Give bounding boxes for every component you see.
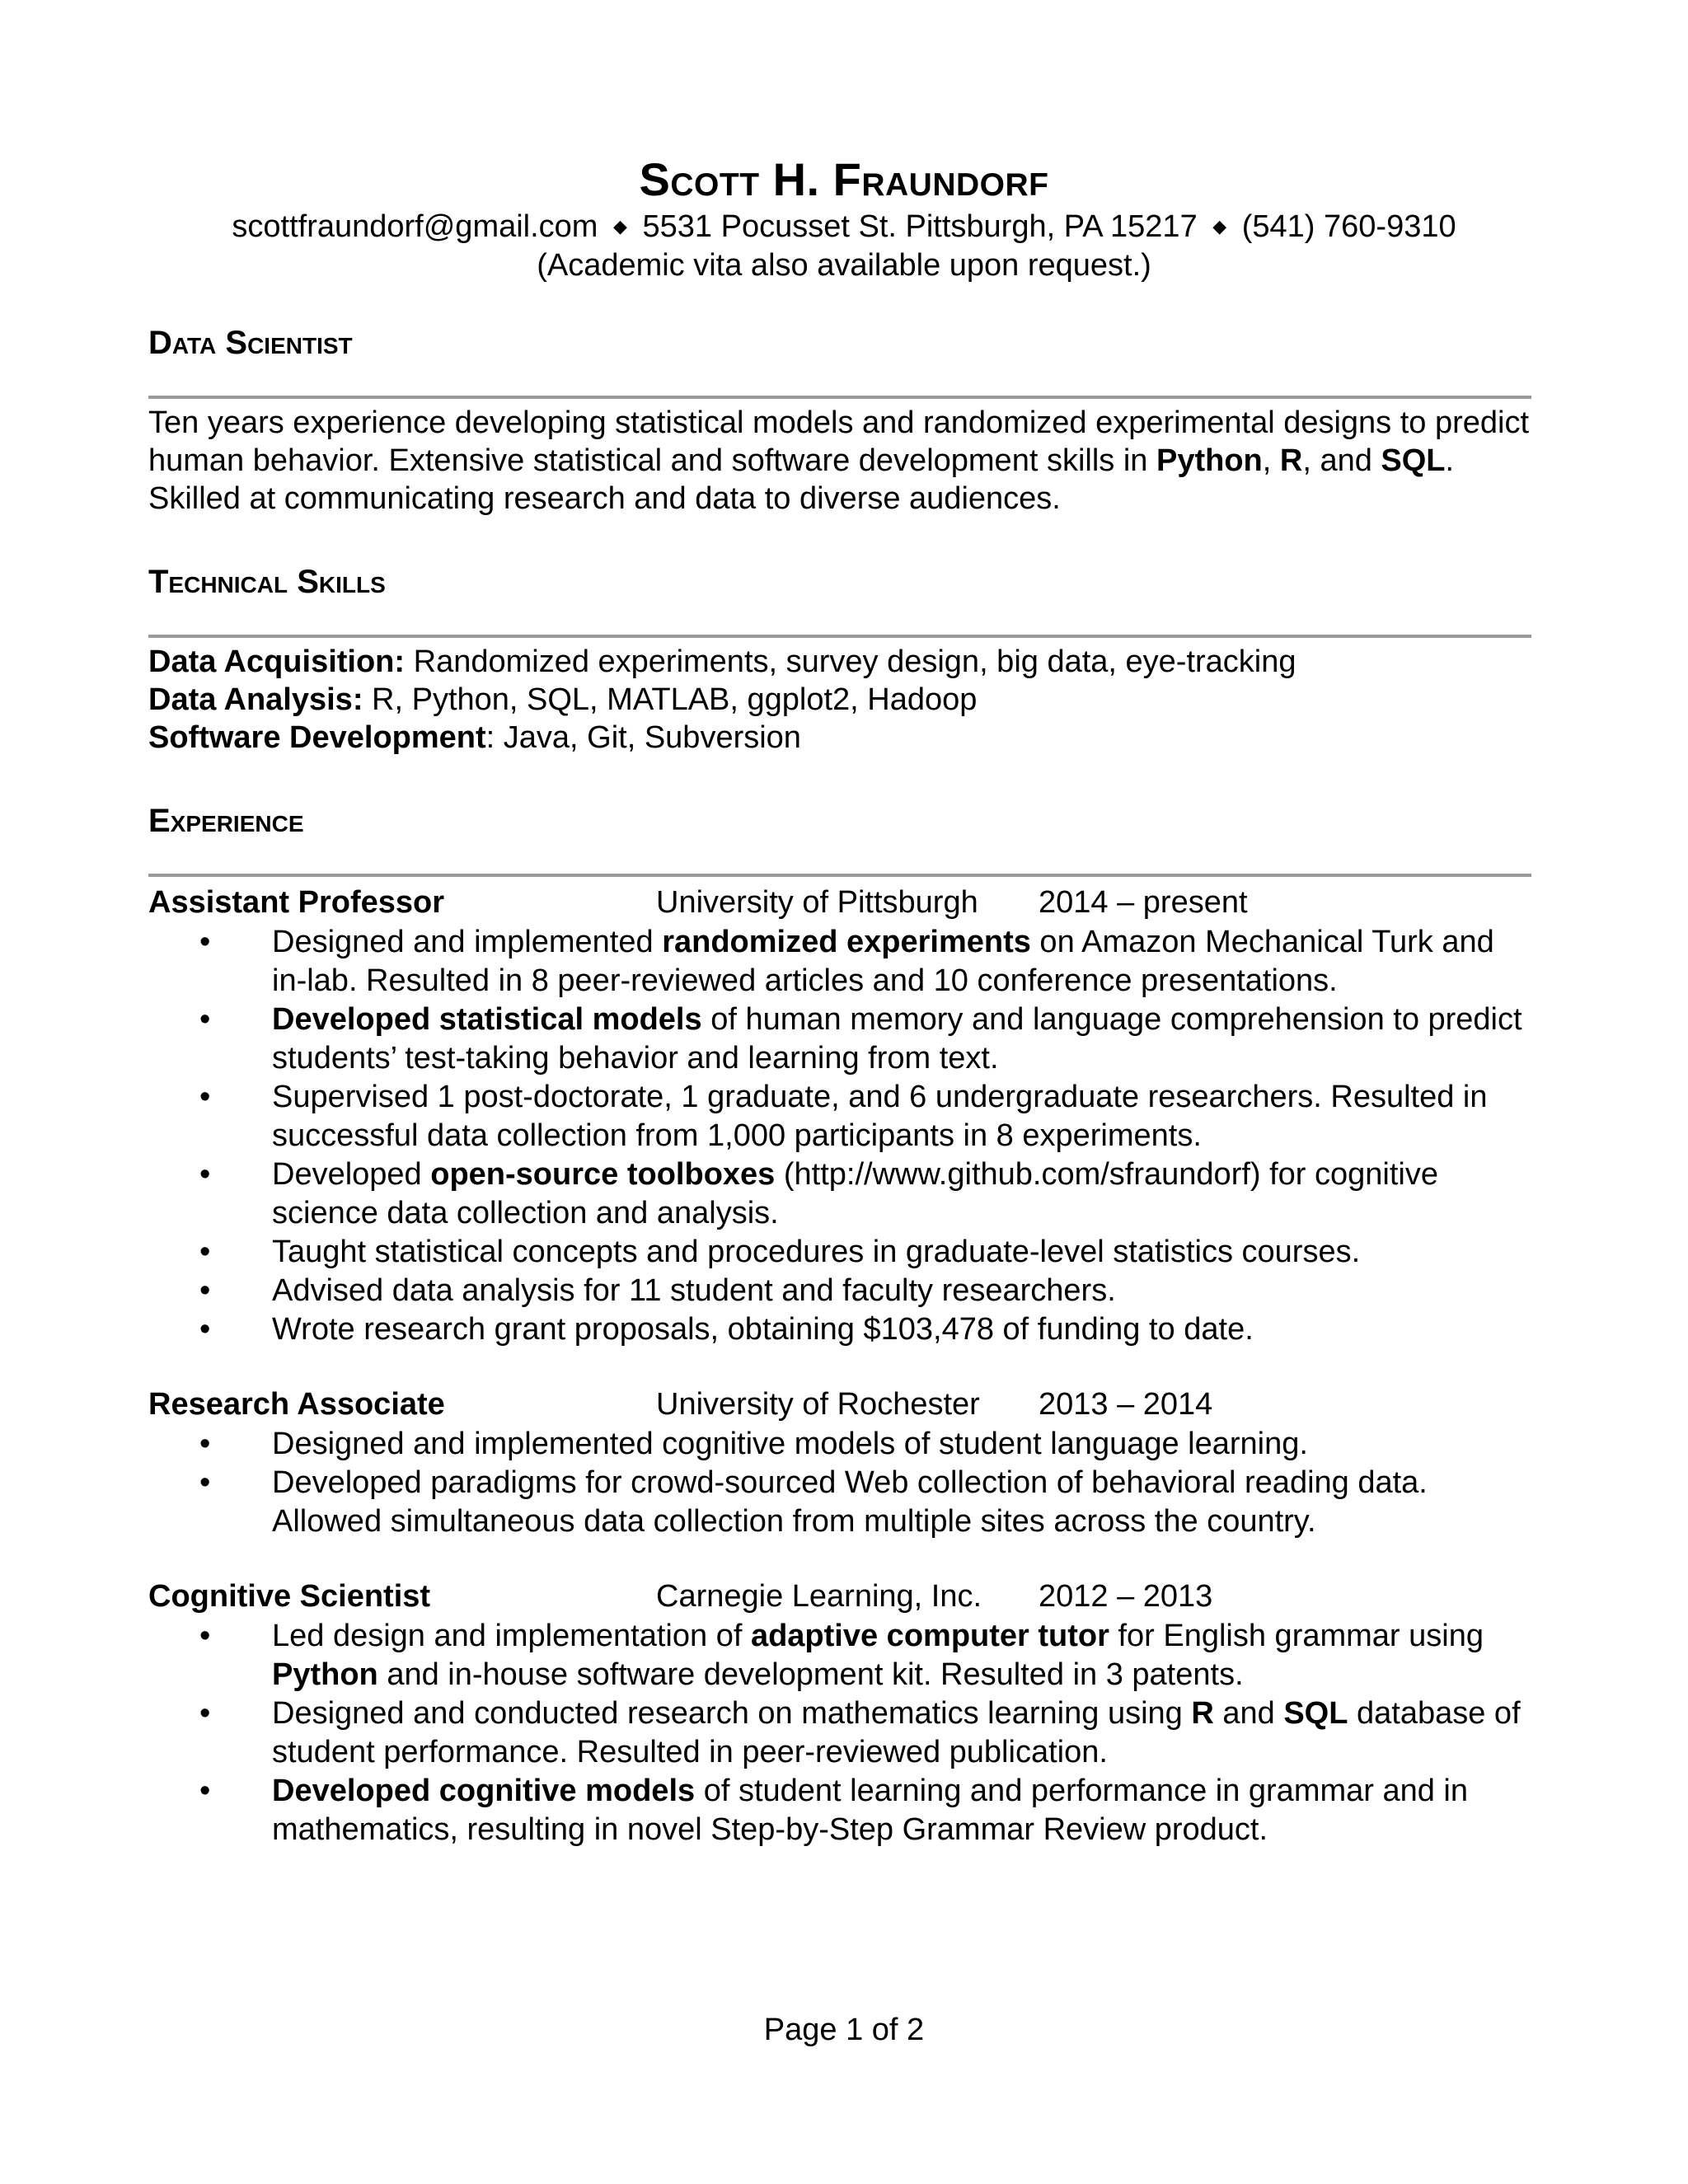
bullet-text: Designed and implemented (272, 925, 663, 959)
list-item (148, 1617, 1531, 1694)
job-title: Assistant Professor (148, 885, 445, 920)
address: 5531 Pocusset St. Pittsburgh, PA 15217 (642, 209, 1198, 244)
bullet-bold: randomized experiments (662, 925, 1031, 959)
bullet-text: Designed and implemented cognitive models of student language learning. (272, 1427, 1308, 1461)
bullet-bold: Developed statistical models (272, 1002, 702, 1037)
section-divider (148, 874, 1531, 877)
summary-text: , (1262, 443, 1280, 478)
skill-value: R, Python, SQL, MATLAB, ggplot2, Hadoop (363, 682, 978, 717)
job-dates: 2013 – 2014 (1039, 1387, 1213, 1422)
bullet-bold: R (1191, 1696, 1214, 1731)
list-item (148, 1310, 1531, 1349)
job-organization: University of Rochester (656, 1387, 980, 1422)
summary-bold: SQL (1381, 443, 1446, 478)
skill-label: Software Development (148, 720, 486, 755)
bullet-bold: SQL (1283, 1696, 1348, 1731)
skill-value: : Java, Git, Subversion (485, 720, 801, 755)
bullet-text: database of student performance. Resulted in peer-reviewed publication. (272, 1696, 1521, 1769)
bullet-icon: • (199, 1696, 211, 1731)
bullet-text: Developed paradigms for crowd-sourced Web collection of behavioral reading data. Allowed simultaneous data collection from multiple sites across the country. (272, 1465, 1428, 1539)
summary-bold: Python (1156, 443, 1263, 478)
summary-text: . Skilled at communicating research and data to diverse audiences. (148, 443, 1455, 516)
summary-bold: R (1279, 443, 1303, 478)
list-item (148, 1001, 1531, 1078)
bullet-icon: • (199, 1465, 211, 1500)
candidate-name: Scott H. Fraundorf (639, 153, 1049, 205)
bullet-text: Supervised 1 post-doctorate, 1 graduate, and 6 undergraduate researchers. Resulted in successful data collection from 1,000 participants in 8 experiments. (272, 1080, 1488, 1153)
bullet-bold: adaptive computer tutor (750, 1619, 1109, 1653)
bullet-bold: Python (272, 1657, 378, 1692)
experience-section (148, 801, 1531, 1849)
bullet-icon: • (199, 925, 211, 959)
section-divider (148, 635, 1531, 638)
skill-label: Data Analysis: (148, 682, 363, 717)
bullet-text: Designed and conducted research on mathematics learning using (272, 1696, 1192, 1731)
skills-section (148, 562, 1531, 757)
diamond-separator-icon: ◆ (613, 216, 627, 237)
contact-line (0, 207, 1688, 246)
job-header (148, 882, 1531, 923)
bullet-text: of human memory and language comprehension to predict students’ test-taking behavior and learning from text. (272, 1002, 1522, 1076)
job-header (148, 1384, 1531, 1425)
job-bullets (148, 1617, 1531, 1849)
vita-note: (Academic vita also available upon request.) (537, 248, 1151, 283)
bullet-text: Developed (272, 1157, 431, 1192)
bullet-bold: open-source toolboxes (430, 1157, 776, 1192)
bullet-text: Wrote research grant proposals, obtaining $103,478 of funding to date. (272, 1312, 1254, 1347)
section-title: Data Scientist (148, 325, 353, 361)
job-bullets (148, 923, 1531, 1349)
section-divider (148, 396, 1531, 399)
diamond-separator-icon: ◆ (1212, 216, 1227, 237)
skill-row (148, 719, 1531, 757)
bullet-icon: • (199, 1080, 211, 1114)
bullet-icon: • (199, 1312, 211, 1347)
section-title: Technical Skills (148, 564, 386, 600)
bullet-icon: • (199, 1774, 211, 1808)
bullet-icon: • (199, 1619, 211, 1653)
bullet-text: for English grammar using (1109, 1619, 1484, 1653)
job-dates: 2012 – 2013 (1039, 1579, 1213, 1614)
job-header (148, 1576, 1531, 1617)
bullet-text: on Amazon Mechanical Turk and in-lab. Resulted in 8 peer-reviewed articles and 10 conference presentations. (272, 925, 1494, 998)
summary-text: , and (1302, 443, 1381, 478)
summary-section (148, 323, 1531, 518)
bullet-text: (http://www.github.com/sfraundorf) for cognitive science data collection and analysis. (272, 1157, 1438, 1230)
job-dates: 2014 – present (1039, 885, 1248, 920)
list-item (148, 923, 1531, 1001)
job-title: Cognitive Scientist (148, 1579, 431, 1614)
summary-text: Ten years experience developing statistical models and randomized experimental designs to predict human behavior. Extensive statistical and software development skills in (148, 405, 1530, 478)
skill-row (148, 643, 1531, 681)
list-item (148, 1233, 1531, 1272)
email: scottfraundorf@gmail.com (232, 209, 598, 244)
skill-value: Randomized experiments, survey design, big data, eye-tracking (405, 644, 1296, 679)
job-title: Research Associate (148, 1387, 445, 1422)
list-item (148, 1425, 1531, 1464)
bullet-text: Led design and implementation of (272, 1619, 751, 1653)
summary-paragraph (148, 404, 1531, 518)
list-item (148, 1155, 1531, 1233)
bullet-icon: • (199, 1002, 211, 1037)
bullet-icon: • (199, 1157, 211, 1192)
section-title: Experience (148, 803, 304, 839)
skill-label: Data Acquisition: (148, 644, 406, 679)
list-item (148, 1772, 1531, 1849)
bullet-text: Taught statistical concepts and procedures in graduate-level statistics courses. (272, 1235, 1361, 1269)
page-number: Page 1 of 2 (763, 2013, 925, 2047)
list-item (148, 1694, 1531, 1772)
job-organization: University of Pittsburgh (656, 885, 978, 920)
job-organization: Carnegie Learning, Inc. (656, 1579, 982, 1614)
bullet-icon: • (199, 1235, 211, 1269)
job-bullets (148, 1425, 1531, 1541)
phone: (541) 760-9310 (1241, 209, 1456, 244)
bullet-text: and in-house software development kit. Resulted in 3 patents. (377, 1657, 1244, 1692)
bullet-text: of student learning and performance in grammar and in mathematics, resulting in novel Step-by-Step Grammar Review product. (272, 1774, 1469, 1847)
resume-header (0, 152, 1688, 285)
list-item (148, 1464, 1531, 1541)
bullet-bold: Developed cognitive models (272, 1774, 696, 1808)
list-item (148, 1272, 1531, 1310)
bullet-icon: • (199, 1427, 211, 1461)
bullet-text: and (1213, 1696, 1284, 1731)
bullet-icon: • (199, 1273, 211, 1308)
skill-row (148, 681, 1531, 719)
bullet-text: Advised data analysis for 11 student and faculty researchers. (272, 1273, 1116, 1308)
list-item (148, 1078, 1531, 1155)
